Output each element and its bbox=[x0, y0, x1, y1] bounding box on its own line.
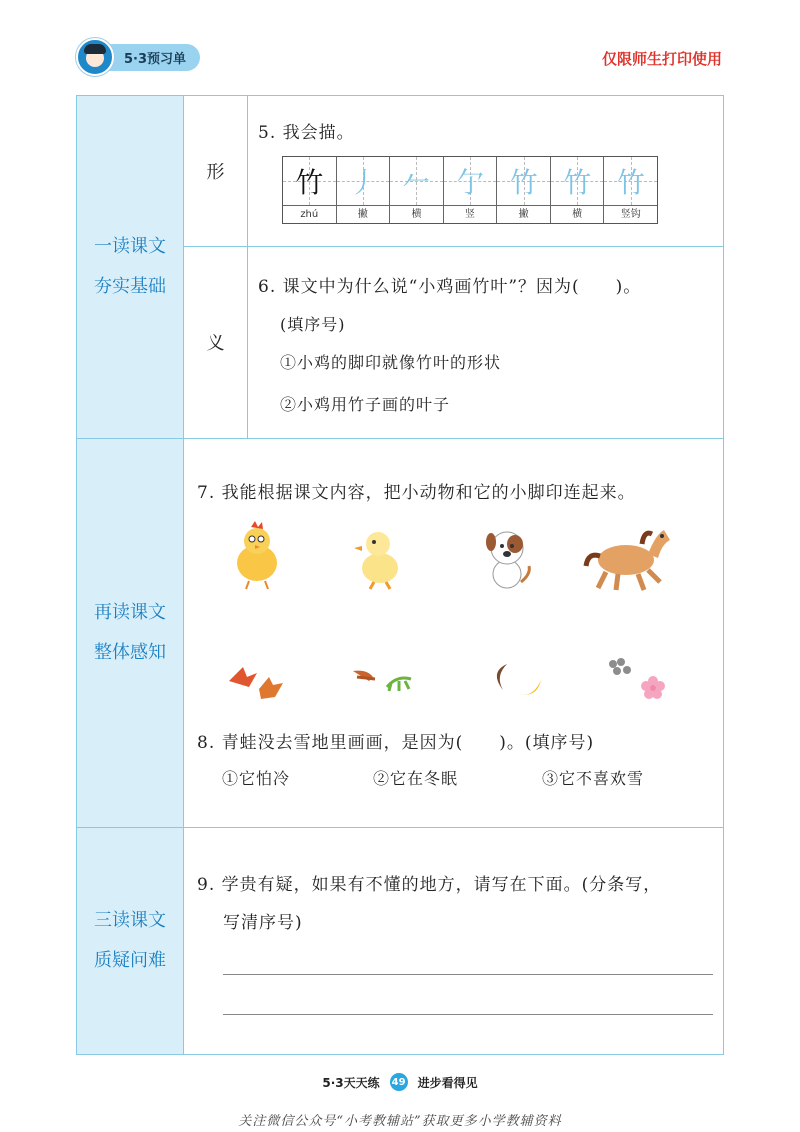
duckling-picture[interactable] bbox=[352, 526, 407, 591]
trace-character: 竹 bbox=[509, 166, 538, 199]
trace-cell[interactable] bbox=[444, 157, 498, 223]
question-8-option-1: ①它怕冷 bbox=[222, 769, 291, 788]
question-8: 8. 青蛙没去雪地里画画，是因为( )。(填序号) bbox=[197, 733, 595, 753]
plum-blossom-footprint[interactable] bbox=[605, 656, 670, 704]
stroke-label: 撇 bbox=[337, 205, 390, 223]
question-6-option-1: ①小鸡的脚印就像竹叶的形状 bbox=[280, 353, 502, 372]
crescent-footprint[interactable] bbox=[485, 658, 545, 703]
trace-cell[interactable] bbox=[337, 157, 391, 223]
print-restriction-note: 仅限师生打印使用 bbox=[601, 50, 722, 68]
header-badge bbox=[76, 40, 200, 74]
trace-cell[interactable] bbox=[390, 157, 444, 223]
question-6-note: (填序号) bbox=[280, 315, 346, 334]
trace-character: 竹 bbox=[563, 166, 592, 199]
maple-leaf-footprint[interactable] bbox=[349, 661, 419, 701]
puppy-picture[interactable] bbox=[477, 524, 537, 594]
meaning-label: 义 bbox=[184, 246, 248, 438]
question-7: 7. 我能根据课文内容，把小动物和它的小脚印连起来。 bbox=[197, 483, 636, 503]
page-footer bbox=[0, 1073, 800, 1091]
trace-cell[interactable] bbox=[551, 157, 605, 223]
question-8-option-2: ②它在冬眠 bbox=[373, 769, 459, 788]
question-9-line-2: 写清序号) bbox=[223, 913, 303, 933]
trace-character: 丿 bbox=[348, 166, 377, 199]
trace-cell bbox=[283, 157, 337, 223]
stroke-label: 竖钩 bbox=[604, 205, 657, 223]
pony-picture[interactable] bbox=[582, 518, 677, 593]
footer-left: 5·3天天练 bbox=[322, 1075, 380, 1090]
page-number: 49 bbox=[390, 1073, 408, 1091]
answer-line-2[interactable] bbox=[223, 1014, 713, 1015]
trace-cell[interactable] bbox=[604, 157, 657, 223]
trace-character: 竹 bbox=[616, 166, 645, 199]
answer-line-1[interactable] bbox=[223, 974, 713, 975]
question-6-option-2: ②小鸡用竹子画的叶子 bbox=[280, 395, 451, 414]
divider bbox=[184, 246, 723, 247]
footer-right: 进步看得见 bbox=[417, 1075, 478, 1090]
bamboo-leaf-footprint[interactable] bbox=[225, 661, 287, 701]
section-3-title: 三读课文 质疑问难 bbox=[77, 828, 184, 1054]
mascot-icon bbox=[76, 38, 114, 76]
stroke-label: 竖 bbox=[444, 205, 497, 223]
worksheet-table bbox=[76, 95, 724, 1055]
shape-label: 形 bbox=[184, 96, 248, 246]
question-6: 6. 课文中为什么说“小鸡画竹叶”？因为( )。 bbox=[258, 277, 642, 297]
question-5: 5. 我会描。 bbox=[258, 123, 355, 143]
question-8-option-3: ③它不喜欢雪 bbox=[542, 769, 645, 788]
trace-cell[interactable] bbox=[497, 157, 551, 223]
question-9-line-1: 9. 学贵有疑，如果有不懂的地方，请写在下面。(分条写， bbox=[197, 875, 662, 895]
stroke-label: zhú bbox=[283, 205, 336, 223]
stroke-label: 撇 bbox=[497, 205, 550, 223]
section-2-title: 再读课文 整体感知 bbox=[77, 439, 184, 827]
badge-label: 5·3预习单 bbox=[106, 44, 200, 71]
trace-character: 亇 bbox=[456, 166, 485, 199]
trace-character: 竹 bbox=[295, 166, 324, 199]
stroke-label: 横 bbox=[390, 205, 443, 223]
chick-picture[interactable] bbox=[227, 521, 287, 591]
trace-character: 𠂉 bbox=[402, 166, 431, 199]
bottom-notice: 关注微信公众号“小考教辅站”获取更多小学教辅资料 bbox=[238, 1114, 562, 1129]
stroke-label: 横 bbox=[551, 205, 604, 223]
tracing-grid[interactable] bbox=[282, 156, 658, 224]
section-1-title: 一读课文 夯实基础 bbox=[77, 96, 184, 438]
